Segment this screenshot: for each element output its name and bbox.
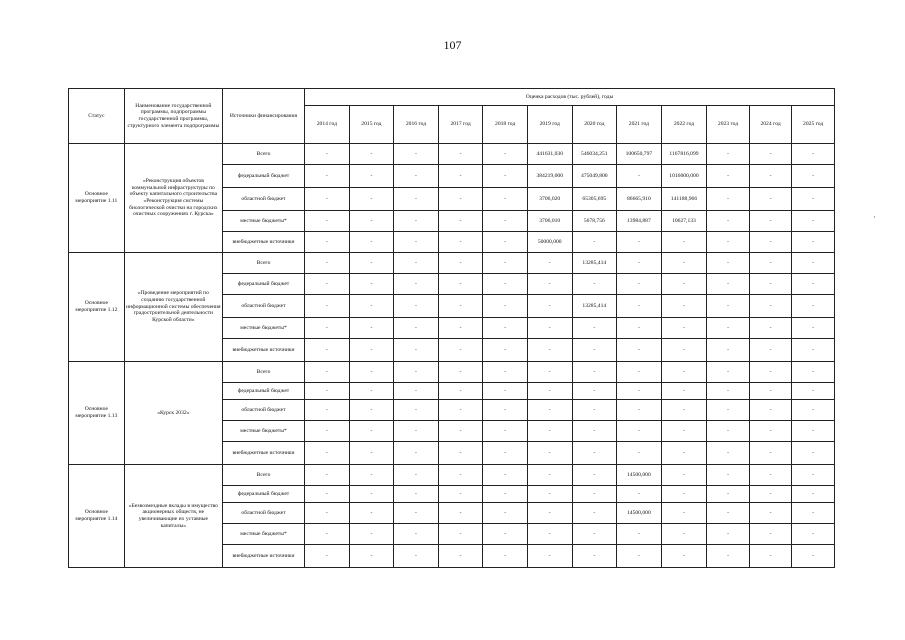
status-cell: Основное мероприятие 1.14 [69,465,125,568]
value-cell: 50000,000 [527,232,572,253]
value-cell: - [527,318,572,339]
header-year: 2023 год [707,106,750,144]
value-cell: - [438,144,483,165]
value-cell: - [349,545,394,568]
funding-source-cell: федеральный бюджет [222,165,304,188]
value-cell: - [792,188,835,211]
value-cell: - [707,362,750,383]
header-name: Наименование государственной программы, подпрограммы государственной программы, структурного элемента подпрограммы [124,89,222,144]
value-cell: - [483,503,528,524]
page-number: 107 [443,38,462,52]
value-cell: - [305,400,350,421]
value-cell: - [349,486,394,503]
value-cell: - [792,144,835,165]
value-cell: - [749,318,792,339]
funding-source-cell: местные бюджеты* [222,421,304,442]
value-cell: - [749,144,792,165]
value-cell: - [707,274,750,295]
value-cell: - [527,421,572,442]
value-cell: - [483,362,528,383]
value-cell: - [349,188,394,211]
value-cell: - [707,211,750,232]
value-cell: - [527,274,572,295]
value-cell: - [305,318,350,339]
value-cell: - [617,318,662,339]
value-cell: - [349,442,394,465]
value-cell: - [661,232,707,253]
value-cell: - [792,318,835,339]
value-cell: - [707,383,750,400]
value-cell: 475049,800 [572,165,617,188]
value-cell: - [438,318,483,339]
value-cell: - [305,442,350,465]
value-cell: - [305,503,350,524]
value-cell: - [617,274,662,295]
value-cell: - [572,524,617,545]
value-cell: - [792,545,835,568]
value-cell: 3706,020 [527,188,572,211]
value-cell: - [527,486,572,503]
value-cell: - [438,383,483,400]
value-cell: - [394,144,439,165]
value-cell: - [305,211,350,232]
header-year: 2017 год [438,106,483,144]
value-cell: - [394,383,439,400]
funding-source-cell: областной бюджет [222,400,304,421]
value-cell: - [527,253,572,274]
value-cell: - [394,442,439,465]
value-cell: - [749,188,792,211]
value-cell: 86665,910 [617,188,662,211]
value-cell: - [349,400,394,421]
value-cell: - [572,545,617,568]
header-year: 2018 год [483,106,528,144]
table-row [69,253,835,274]
value-cell: - [749,421,792,442]
value-cell: - [438,295,483,318]
value-cell: - [792,465,835,486]
value-cell: - [438,486,483,503]
value-cell: - [349,165,394,188]
value-cell: - [707,524,750,545]
funding-source-cell: областной бюджет [222,188,304,211]
funding-source-cell: местные бюджеты* [222,318,304,339]
value-cell: - [438,274,483,295]
value-cell: - [349,232,394,253]
value-cell: - [438,524,483,545]
value-cell: - [617,400,662,421]
value-cell: - [707,465,750,486]
value-cell: - [305,421,350,442]
value-cell: - [707,503,750,524]
value-cell: - [572,465,617,486]
value-cell: - [749,295,792,318]
value-cell: - [305,295,350,318]
value-cell: - [483,274,528,295]
value-cell: - [527,400,572,421]
value-cell: - [483,400,528,421]
value-cell: - [707,400,750,421]
value-cell: - [707,188,750,211]
value-cell: - [792,486,835,503]
value-cell: - [572,339,617,362]
value-cell: 65305,695 [572,188,617,211]
value-cell: - [749,211,792,232]
value-cell: - [305,383,350,400]
value-cell: - [749,232,792,253]
value-cell: - [394,165,439,188]
value-cell: - [349,383,394,400]
value-cell: - [792,383,835,400]
value-cell: - [661,400,707,421]
value-cell: - [617,232,662,253]
value-cell: - [394,362,439,383]
value-cell: - [483,211,528,232]
value-cell: - [749,274,792,295]
value-cell: - [792,524,835,545]
value-cell: - [305,486,350,503]
value-cell: - [707,253,750,274]
value-cell: - [438,211,483,232]
value-cell: - [707,442,750,465]
value-cell: - [349,362,394,383]
value-cell: - [617,442,662,465]
value-cell: - [305,165,350,188]
value-cell: - [438,165,483,188]
value-cell: - [792,295,835,318]
status-cell: Основное мероприятие 1.12 [69,253,125,362]
value-cell: - [305,339,350,362]
value-cell: 14500,000 [617,503,662,524]
value-cell: - [394,253,439,274]
value-cell: - [707,421,750,442]
funding-source-cell: федеральный бюджет [222,486,304,503]
value-cell: - [527,339,572,362]
value-cell: - [349,295,394,318]
funding-source-cell: внебюджетные источники [222,442,304,465]
value-cell: - [305,253,350,274]
value-cell: - [749,165,792,188]
value-cell: - [305,362,350,383]
header-year: 2025 год [792,106,835,144]
value-cell: 384219,000 [527,165,572,188]
value-cell: - [661,465,707,486]
value-cell: - [438,188,483,211]
value-cell: - [349,274,394,295]
value-cell: - [305,144,350,165]
value-cell: - [572,232,617,253]
value-cell: - [394,400,439,421]
value-cell: - [483,232,528,253]
value-cell: - [792,400,835,421]
value-cell: - [661,274,707,295]
value-cell: 1167816,099 [661,144,707,165]
table-row [69,465,835,486]
value-cell: - [661,339,707,362]
value-cell: - [661,318,707,339]
value-cell: - [394,295,439,318]
value-cell: - [305,232,350,253]
funding-source-cell: областной бюджет [222,503,304,524]
value-cell: - [572,400,617,421]
value-cell: - [394,421,439,442]
value-cell: - [349,318,394,339]
value-cell: - [394,318,439,339]
program-name-cell: «Безвозмездные вклады в имущество акционерных обществ, не увеличивающие их уставные капиталы» [124,465,222,568]
value-cell: - [572,318,617,339]
header-year: 2024 год [749,106,792,144]
value-cell: - [483,486,528,503]
value-cell: - [707,165,750,188]
value-cell: - [707,339,750,362]
value-cell: - [305,524,350,545]
value-cell: - [617,253,662,274]
value-cell: - [572,442,617,465]
header-year: 2014 год [305,106,350,144]
value-cell: - [349,503,394,524]
value-cell: - [483,295,528,318]
value-cell: - [438,503,483,524]
funding-source-cell: Всего [222,253,304,274]
value-cell: - [617,486,662,503]
value-cell: - [749,503,792,524]
funding-source-cell: внебюджетные источники [222,545,304,568]
value-cell: 141188,966 [661,188,707,211]
value-cell: - [349,211,394,232]
value-cell: - [483,442,528,465]
funding-source-cell: Всего [222,362,304,383]
value-cell: - [792,362,835,383]
value-cell: 441631,030 [527,144,572,165]
value-cell: - [749,524,792,545]
header-status: Статус [69,89,125,144]
value-cell: - [749,253,792,274]
value-cell: - [305,274,350,295]
value-cell: - [792,211,835,232]
funding-source-cell: Всего [222,144,304,165]
funding-source-cell: областной бюджет [222,295,304,318]
value-cell: - [394,524,439,545]
value-cell: - [661,442,707,465]
value-cell: - [349,339,394,362]
value-cell: - [394,274,439,295]
value-cell: - [661,362,707,383]
value-cell: 1016000,000 [661,165,707,188]
value-cell: - [572,274,617,295]
value-cell: - [707,545,750,568]
header-year: 2015 год [349,106,394,144]
value-cell: - [394,465,439,486]
value-cell: - [707,486,750,503]
value-cell: 13984,887 [617,211,662,232]
value-cell: - [483,524,528,545]
value-cell: - [661,486,707,503]
value-cell: - [483,421,528,442]
value-cell: - [661,524,707,545]
status-cell: Основное мероприятие 1.11 [69,144,125,253]
value-cell: - [483,144,528,165]
value-cell: - [749,442,792,465]
value-cell: 3706,010 [527,211,572,232]
value-cell: - [349,253,394,274]
value-cell: 5678,756 [572,211,617,232]
program-name-cell: «Реконструкция объектов коммунальной инфраструктуры по объекту капитального строительства «Реконструкция системы биологической очистки на городских очистных сооружениях г. Курска» [124,144,222,253]
value-cell: - [661,503,707,524]
header-year: 2020 год [572,106,617,144]
value-cell: - [483,383,528,400]
value-cell: - [438,421,483,442]
value-cell: - [438,339,483,362]
value-cell: - [749,545,792,568]
value-cell: - [749,486,792,503]
table-row [69,362,835,383]
budget-table [68,88,835,568]
funding-source-cell: Всего [222,465,304,486]
funding-source-cell: местные бюджеты* [222,524,304,545]
value-cell: 13285,414 [572,253,617,274]
value-cell: - [661,295,707,318]
value-cell: - [438,465,483,486]
header-year: 2016 год [394,106,439,144]
value-cell: - [527,295,572,318]
value-cell: - [749,339,792,362]
value-cell: - [438,232,483,253]
value-cell: - [349,465,394,486]
value-cell: - [349,144,394,165]
value-cell: - [749,400,792,421]
header-sources: Источники финансирования [222,89,304,144]
funding-source-cell: федеральный бюджет [222,383,304,400]
value-cell: - [572,503,617,524]
scan-mark: · [873,212,876,222]
table-row [69,144,835,165]
value-cell: - [527,442,572,465]
value-cell: - [572,421,617,442]
value-cell: - [305,545,350,568]
value-cell: - [394,211,439,232]
value-cell: - [305,188,350,211]
value-cell: - [792,442,835,465]
value-cell: - [661,383,707,400]
value-cell: - [792,274,835,295]
value-cell: - [707,144,750,165]
value-cell: - [617,339,662,362]
value-cell: 100650,797 [617,144,662,165]
value-cell: - [483,339,528,362]
value-cell: - [394,503,439,524]
value-cell: - [527,362,572,383]
value-cell: - [438,442,483,465]
value-cell: - [707,318,750,339]
value-cell: - [305,465,350,486]
value-cell: - [394,232,439,253]
value-cell: - [707,232,750,253]
value-cell: - [483,465,528,486]
value-cell: - [394,545,439,568]
value-cell: - [527,545,572,568]
value-cell: 14500,000 [617,465,662,486]
header-expenses: Оценка расходов (тыс. рублей), годы [305,89,835,106]
header-year: 2019 год [527,106,572,144]
value-cell: - [527,524,572,545]
value-cell: - [527,465,572,486]
value-cell: - [661,545,707,568]
value-cell: - [349,524,394,545]
value-cell: 13285,414 [572,295,617,318]
value-cell: - [749,465,792,486]
funding-source-cell: внебюджетные источники [222,339,304,362]
value-cell: - [483,253,528,274]
value-cell: - [792,253,835,274]
value-cell: - [617,362,662,383]
program-name-cell: «Проведение мероприятий по созданию государственной информационной системы обеспечения градостроительной деятельности Курской области» [124,253,222,362]
value-cell: - [483,165,528,188]
value-cell: - [617,545,662,568]
value-cell: - [792,232,835,253]
value-cell: - [792,503,835,524]
value-cell: - [483,188,528,211]
value-cell: 546034,251 [572,144,617,165]
funding-source-cell: местные бюджеты* [222,211,304,232]
value-cell: - [438,362,483,383]
value-cell: - [661,253,707,274]
value-cell: - [792,339,835,362]
value-cell: - [483,318,528,339]
value-cell: - [394,188,439,211]
value-cell: - [349,421,394,442]
header-year: 2021 год [617,106,662,144]
value-cell: - [438,545,483,568]
value-cell: - [483,545,528,568]
value-cell: - [707,295,750,318]
funding-source-cell: федеральный бюджет [222,274,304,295]
value-cell: - [394,339,439,362]
value-cell: - [438,253,483,274]
value-cell: - [617,383,662,400]
status-cell: Основное мероприятие 1.13 [69,362,125,465]
value-cell: - [617,165,662,188]
value-cell: - [572,486,617,503]
value-cell: - [527,383,572,400]
value-cell: 10627,133 [661,211,707,232]
value-cell: - [572,362,617,383]
value-cell: - [661,421,707,442]
value-cell: - [527,503,572,524]
value-cell: - [749,383,792,400]
value-cell: - [792,421,835,442]
funding-source-cell: внебюджетные источники [222,232,304,253]
program-name-cell: «Курск 2032» [124,362,222,465]
header-year: 2022 год [661,106,707,144]
value-cell: - [792,165,835,188]
value-cell: - [617,295,662,318]
value-cell: - [572,383,617,400]
value-cell: - [394,486,439,503]
value-cell: - [749,362,792,383]
value-cell: - [617,524,662,545]
value-cell: - [617,421,662,442]
value-cell: - [438,400,483,421]
